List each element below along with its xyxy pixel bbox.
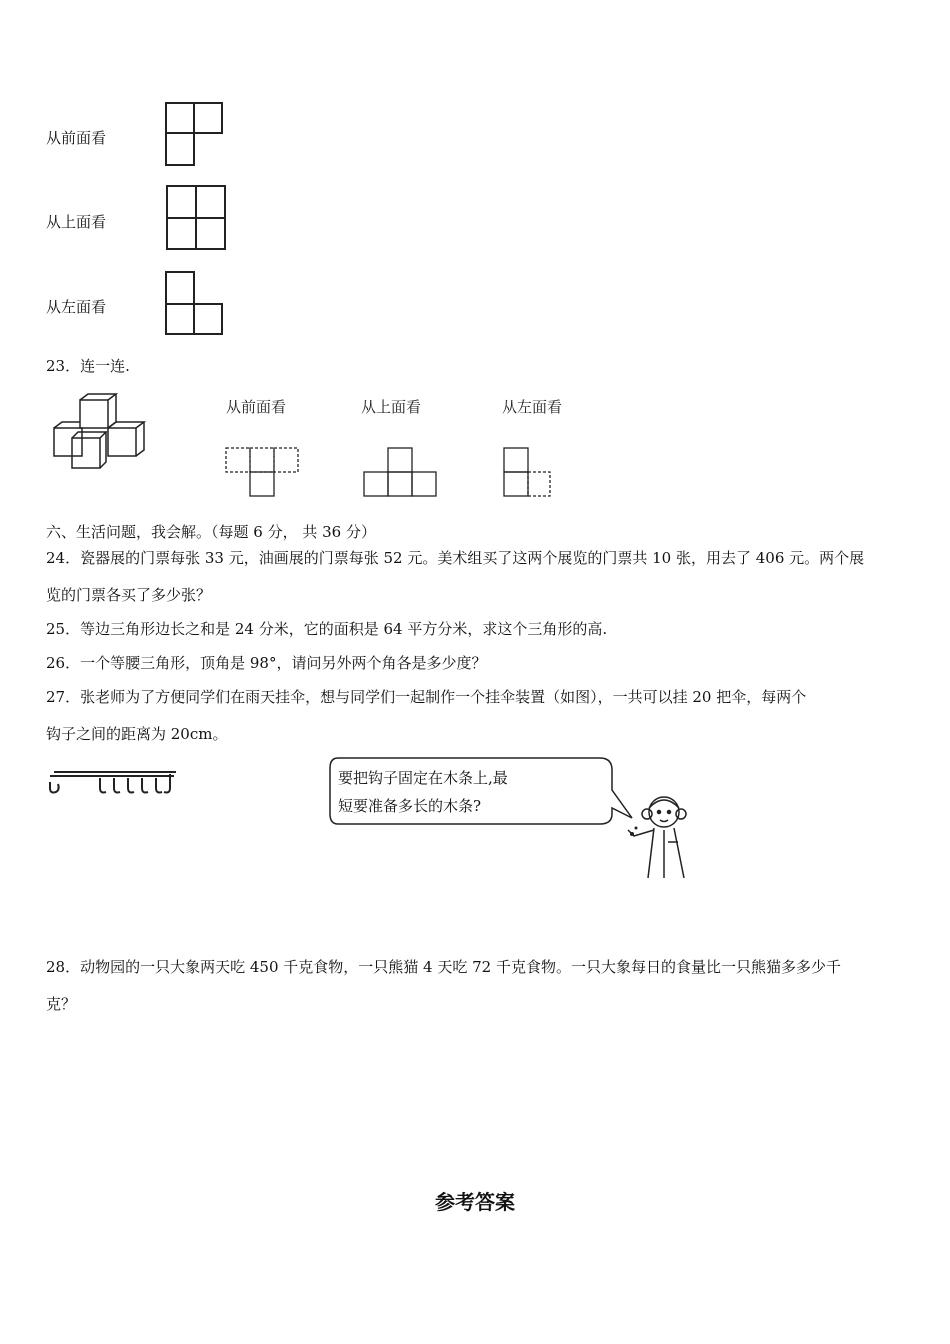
- question-28-line2: 克？: [46, 995, 77, 1013]
- front-view-figure: [162, 100, 226, 168]
- answer-section-title: 参考答案: [435, 1190, 515, 1214]
- question-28-line1: 28．动物园的一只大象两天吃 450 千克食物，一只熊猫 4 天吃 72 千克食物。一只大象每日的食量比一只熊猫多多少千: [46, 958, 841, 976]
- view-label-top: 从上面看: [46, 213, 107, 231]
- question-24-line2: 览的门票各买了多少张？: [46, 586, 212, 604]
- option-top-shape: [362, 446, 442, 498]
- view-label-front: 从前面看: [46, 129, 107, 147]
- question-27-line2: 钩子之间的距离为 20cm。: [46, 725, 228, 743]
- caption-left: 从左面看: [502, 398, 563, 416]
- left-view-figure: [163, 270, 227, 338]
- bubble-text-line2: 短要准备多长的木条?: [338, 797, 482, 815]
- top-view-figure: [164, 183, 230, 253]
- caption-top: 从上面看: [361, 398, 422, 416]
- caption-front: 从前面看: [226, 398, 287, 416]
- question-25: 25．等边三角形边长之和是 24 分米，它的面积是 64 平方分米，求这个三角形的高.: [46, 620, 608, 638]
- section-6-heading: 六、生活问题，我会解。（每题 6 分， 共 36 分）: [46, 523, 376, 541]
- question-24-line1: 24．瓷器展的门票每张 33 元，油画展的门票每张 52 元。美术组买了这两个展览的门票共 10 张，用去了 406 元。两个展: [46, 549, 865, 567]
- bubble-text-line1: 要把钩子固定在木条上,最: [338, 769, 508, 787]
- question-26: 26．一个等腰三角形，顶角是 98°，请问另外两个角各是多少度？: [46, 654, 487, 672]
- question-27-line1: 27．张老师为了方便同学们在雨天挂伞，想与同学们一起制作一个挂伞装置（如图），一共可以挂 20 把伞，每两个: [46, 688, 807, 706]
- cube-stack-figure: [52, 392, 152, 472]
- option-left-shape: [502, 446, 558, 498]
- hook-strip-figure: [44, 766, 184, 802]
- question-23: 23．连一连.: [46, 357, 130, 375]
- teacher-figure: [624, 790, 704, 882]
- view-label-left: 从左面看: [46, 298, 107, 316]
- option-front-shape: [224, 446, 304, 498]
